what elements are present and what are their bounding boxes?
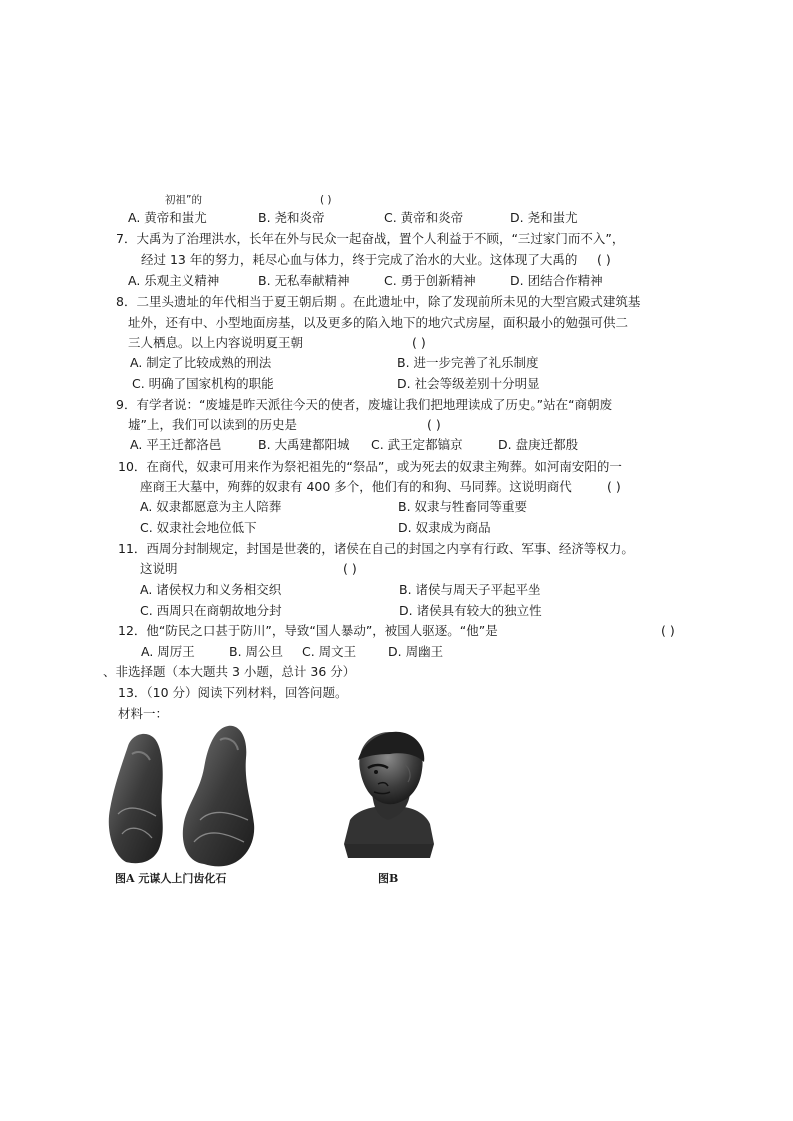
option-c: C. 周文王 — [302, 644, 357, 659]
answer-paren: ( ) — [597, 252, 611, 267]
material-label: 材料一： — [118, 706, 169, 721]
option-a: A. 诸侯权力和义务相交织 — [140, 582, 282, 597]
option-d: D. 奴隶成为商品 — [398, 520, 491, 535]
section-heading: 、非选择题（本大题共 3 小题，总计 36 分） — [103, 664, 356, 679]
option-d: D. 盘庚迁都殷 — [498, 437, 579, 452]
question-9-line1: 9．有学者说：“废墟是昨天派往今天的使者，废墟让我们把地理读成了历史。”站在“商朝废 — [116, 397, 613, 412]
question-8-line1: 8．二里头遗址的年代相当于夏王朝后期 。在此遗址中，除了发现前所未见的大型宫殿式建筑基 — [116, 294, 641, 309]
question-10-line2: 座商王大墓中，殉葬的奴隶有 400 多个，他们有的和狗、马同葬。这说明商代 — [140, 479, 572, 494]
option-b: B. 周公旦 — [229, 644, 284, 659]
option-a: A. 奴隶都愿意为主人陪葬 — [140, 499, 282, 514]
option-b: B. 无私奉献精神 — [258, 273, 350, 288]
question-12-line1: 12．他“防民之口甚于防川”，导致“国人暴动”，被国人驱逐。“他”是 — [118, 623, 498, 638]
option-c: C. 西周只在商朝故地分封 — [140, 603, 282, 618]
option-d: D. 社会等级差别十分明显 — [397, 376, 540, 391]
option-c: C. 黄帝和炎帝 — [384, 210, 464, 225]
question-13: 13．（10 分）阅读下列材料，回答问题。 — [118, 685, 348, 700]
option-b: B. 进一步完善了礼乐制度 — [397, 355, 539, 370]
figure-b-caption: 图B — [378, 872, 399, 885]
option-a: A. 平王迁都洛邑 — [130, 437, 222, 452]
answer-paren: ( ) — [320, 194, 332, 206]
option-d: D. 周幽王 — [388, 644, 444, 659]
question-9-line2: 墟”上，我们可以读到的历史是 — [128, 417, 297, 432]
tooth-fossil-image — [104, 724, 264, 869]
question-fragment: 初祖”的 — [165, 194, 202, 206]
question-11-line1: 11．西周分封制规定，封国是世袭的，诸侯在自己的封国之内享有行政、军事、经济等权力。 — [118, 541, 634, 556]
question-8-line2: 址外，还有中、小型地面房基，以及更多的陷入地下的地穴式房屋，面积最小的勉强可供二 — [128, 315, 629, 330]
option-b: B. 诸侯与周天子平起平坐 — [399, 582, 541, 597]
question-11-line2: 这说明 — [140, 561, 178, 576]
question-10-line1: 10．在商代，奴隶可用来作为祭祀祖先的“祭品”，或为死去的奴隶主殉葬。如河南安阳的一 — [118, 459, 622, 474]
option-b: B. 大禹建都阳城 — [258, 437, 350, 452]
figure-a-caption: 图A 元谋人上门齿化石 — [115, 872, 227, 885]
option-a: A. 制定了比较成熟的刑法 — [130, 355, 272, 370]
option-c: C. 奴隶社会地位低下 — [140, 520, 257, 535]
option-a: A. 乐观主义精神 — [128, 273, 220, 288]
option-b: B. 奴隶与牲畜同等重要 — [398, 499, 528, 514]
question-7-line2: 经过 13 年的努力，耗尽心血与体力，终于完成了治水的大业。这体现了大禹的 — [141, 252, 578, 267]
option-c: C. 明确了国家机构的职能 — [132, 376, 274, 391]
answer-paren: ( ) — [607, 479, 621, 494]
answer-paren: ( ) — [427, 417, 441, 432]
option-c: C. 武王定都镐京 — [371, 437, 463, 452]
option-d: D. 团结合作精神 — [510, 273, 603, 288]
option-a: A. 周厉王 — [141, 644, 195, 659]
answer-paren: ( ) — [412, 335, 426, 350]
answer-paren: ( ) — [343, 561, 357, 576]
homo-erectus-bust-image — [338, 724, 440, 864]
question-7-line1: 7．大禹为了治理洪水，长年在外与民众一起奋战，置个人利益于不顾，“三过家门而不入”， — [116, 231, 625, 246]
option-d: D. 尧和蚩尤 — [510, 210, 578, 225]
option-d: D. 诸侯具有较大的独立性 — [399, 603, 542, 618]
option-a: A. 黄帝和蚩尤 — [128, 210, 207, 225]
option-c: C. 勇于创新精神 — [384, 273, 476, 288]
option-b: B. 尧和炎帝 — [258, 210, 325, 225]
question-8-line3: 三人栖息。以上内容说明夏王朝 — [128, 335, 304, 350]
answer-paren: ( ) — [661, 623, 675, 638]
